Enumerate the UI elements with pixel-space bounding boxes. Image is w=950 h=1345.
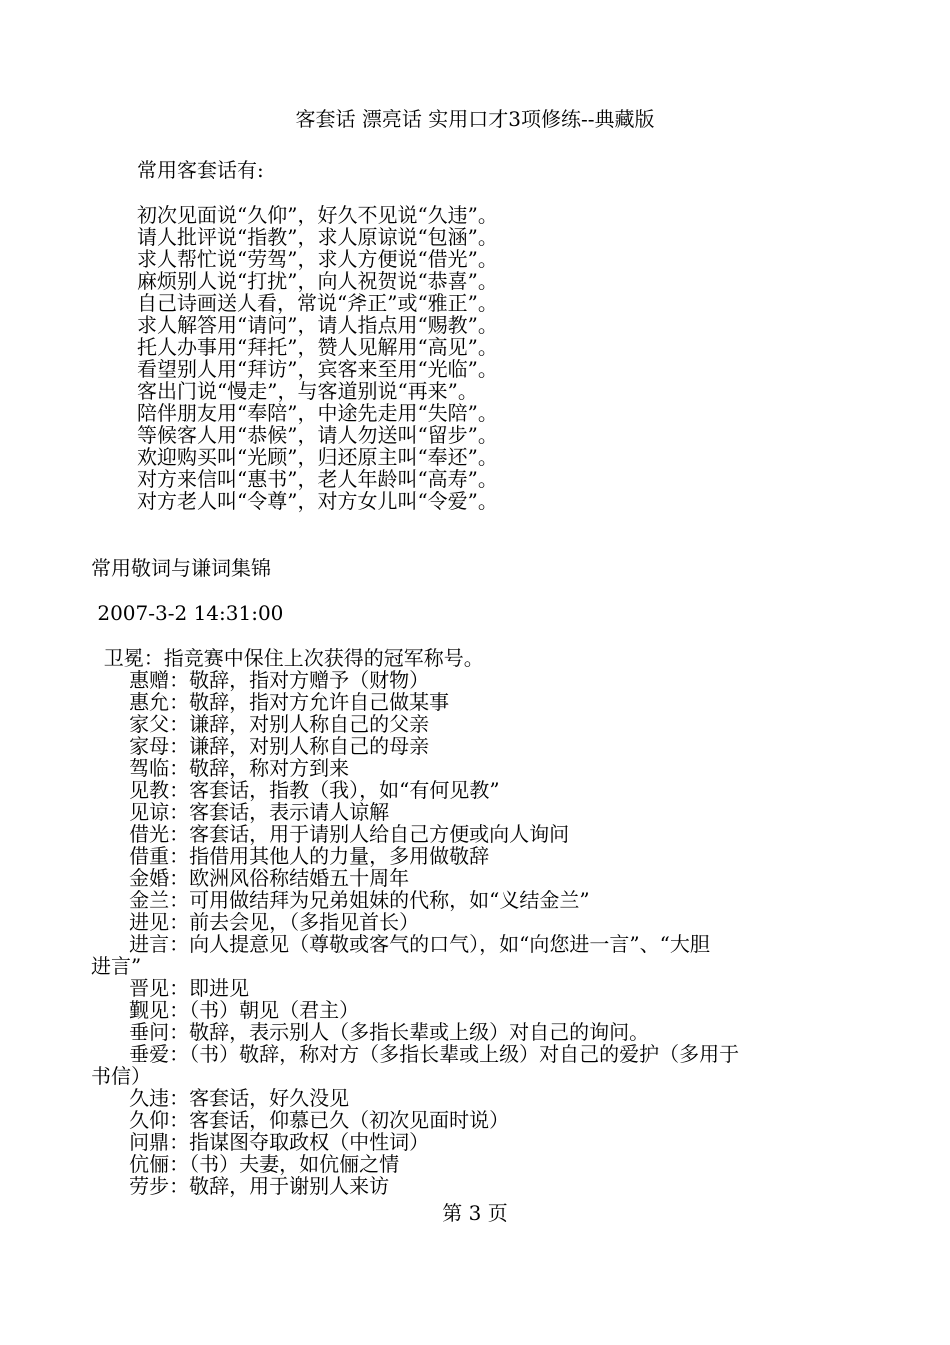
list-item: 久违：客套话，好久没见	[91, 1086, 350, 1110]
list-item: 见教：客套话，指教（我），如“有何见教”	[91, 778, 500, 802]
list-item: 垂爱：（书）敬辞，称对方（多指长辈或上级）对自己的爱护（多用于	[91, 1042, 740, 1066]
list-item: 问鼎：指谋图夺取政权（中性词）	[91, 1130, 430, 1154]
list-item: 卫冕：指竞赛中保住上次获得的冠军称号。	[91, 646, 484, 670]
list-item: 看望别人用“拜访”，宾客来至用“光临”。	[137, 357, 498, 381]
list-item: 金婚：欧洲风俗称结婚五十周年	[91, 866, 410, 890]
list-item: 麻烦别人说“打扰”，向人祝贺说“恭喜”。	[137, 269, 498, 293]
list-item: 等候客人用“恭候”，请人勿送叫“留步”。	[137, 423, 498, 447]
list-item: 陪伴朋友用“奉陪”，中途先走用“失陪”。	[137, 401, 498, 425]
section-heading-courtesy: 常用客套话有:	[137, 158, 264, 182]
list-item: 惠赠：敬辞，指对方赠予（财物）	[91, 668, 430, 692]
list-item: 初次见面说“久仰”，好久不见说“久违”。	[137, 203, 498, 227]
list-item: 书信）	[91, 1064, 151, 1088]
list-item: 见谅：客套话，表示请人谅解	[91, 800, 390, 824]
list-item: 惠允：敬辞，指对方允许自己做某事	[91, 690, 450, 714]
list-item: 久仰：客套话，仰慕已久（初次见面时说）	[91, 1108, 510, 1132]
list-item: 进见：前去会见，（多指见首长）	[91, 910, 420, 934]
document-title: 客套话 漂亮话 实用口才3项修练--典藏版	[295, 107, 655, 131]
list-item: 对方老人叫“令尊”，对方女儿叫“令爱”。	[137, 489, 498, 513]
list-item: 借重：指借用其他人的力量，多用做敬辞	[91, 844, 490, 868]
list-item: 托人办事用“拜托”，赞人见解用“高见”。	[137, 335, 498, 359]
list-item: 驾临：敬辞，称对方到来	[91, 756, 350, 780]
list-item: 劳步：敬辞，用于谢别人来访	[91, 1174, 390, 1198]
list-item: 晋见：即进见	[91, 976, 250, 1000]
list-item: 求人解答用“请问”，请人指点用“赐教”。	[137, 313, 498, 337]
list-item: 欢迎购买叫“光顾”，归还原主叫“奉还”。	[137, 445, 498, 469]
list-item: 伉俪：（书）夫妻，如伉俪之情	[91, 1152, 400, 1176]
list-item: 对方来信叫“惠书”，老人年龄叫“高寿”。	[137, 467, 498, 491]
section-heading-honorifics: 常用敬词与谦词集锦	[91, 556, 271, 580]
page-number: 第 3 页	[442, 1201, 508, 1225]
list-item: 觐见：（书）朝见（君主）	[91, 998, 360, 1022]
list-item: 自己诗画送人看，常说“斧正”或“雅正”。	[137, 291, 498, 315]
list-item: 客出门说“慢走”，与客道别说“再来”。	[137, 379, 478, 403]
list-item: 垂问：敬辞，表示别人（多指长辈或上级）对自己的询问。	[91, 1020, 650, 1044]
list-item: 家母：谦辞，对别人称自己的母亲	[91, 734, 430, 758]
list-item: 进言”	[91, 954, 142, 978]
list-item: 家父：谦辞，对别人称自己的父亲	[91, 712, 430, 736]
list-item: 请人批评说“指教”，求人原谅说“包涵”。	[137, 225, 498, 249]
list-item: 金兰：可用做结拜为兄弟姐妹的代称，如“义结金兰”	[91, 888, 590, 912]
list-item: 进言：向人提意见（尊敬或客气的口气），如“向您进一言”、“大胆	[91, 932, 710, 956]
list-item: 借光：客套话，用于请别人给自己方便或向人询问	[91, 822, 570, 846]
list-item: 求人帮忙说“劳驾”，求人方便说“借光”。	[137, 247, 498, 271]
timestamp: 2007-3-2 14:31:00	[91, 601, 284, 625]
